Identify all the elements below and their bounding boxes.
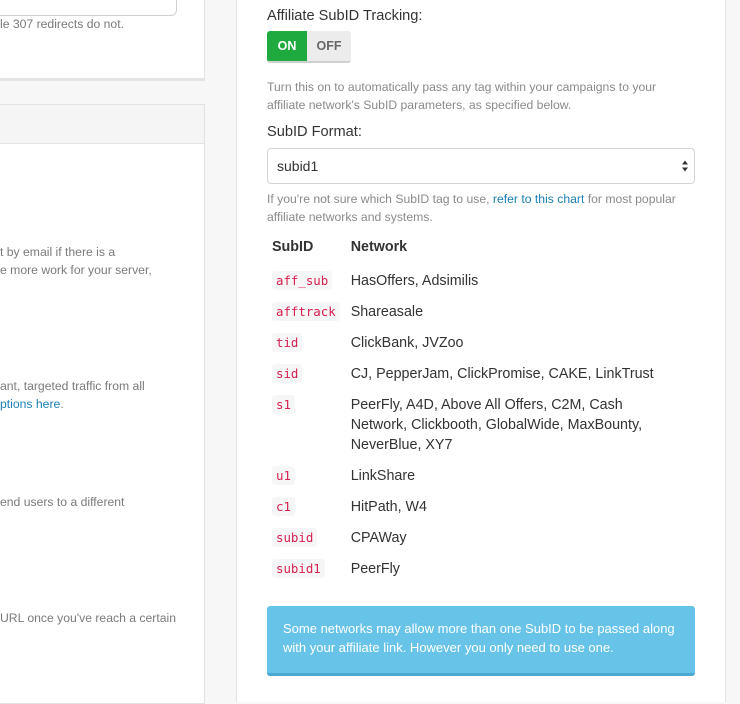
left-settings-panel-top bbox=[0, 0, 205, 81]
email-note-line-1: t by email if there is a bbox=[0, 245, 116, 259]
options-period: . bbox=[60, 397, 64, 411]
subid-tracking-toggle[interactable] bbox=[267, 31, 351, 63]
subid-code: c1 bbox=[272, 497, 295, 516]
toggle-off-button[interactable]: OFF bbox=[307, 31, 351, 61]
table-row bbox=[267, 523, 686, 554]
refer-to-chart-link[interactable]: refer to this chart bbox=[492, 192, 585, 206]
network-cell: CJ, PepperJam, ClickPromise, CAKE, LinkTrust bbox=[350, 366, 654, 382]
subid-code: subid bbox=[272, 528, 317, 547]
table-row bbox=[267, 492, 686, 523]
subid-code: tid bbox=[272, 333, 302, 352]
network-cell: ClickBank, JVZoo bbox=[350, 335, 464, 351]
subid-code: s1 bbox=[272, 395, 295, 414]
send-users-note: end users to a different bbox=[0, 495, 125, 509]
left-panel-header bbox=[0, 105, 204, 144]
subid-tracking-help: Turn this on to automatically pass any tag within your campaigns to your affiliate network's SubID parameters, as specified below. bbox=[267, 80, 657, 112]
network-cell: LinkShare bbox=[350, 468, 416, 484]
url-note: URL once you've reach a certain bbox=[0, 611, 176, 625]
network-cell: HasOffers, Adsimilis bbox=[350, 273, 479, 289]
network-cell: HitPath, W4 bbox=[350, 499, 427, 515]
subid-code: u1 bbox=[272, 466, 295, 485]
left-settings-panel bbox=[0, 104, 205, 704]
network-cell: PeerFly, A4D, Above All Offers, C2M, Cash Network, Clickbooth, GlobalWide, MaxBounty, NeverBlue, XY7 bbox=[350, 397, 643, 453]
table-row bbox=[267, 461, 686, 492]
format-help-text-start: If you're not sure which SubID tag to use, bbox=[267, 192, 493, 206]
select-caret-icon bbox=[681, 158, 689, 174]
table-row bbox=[267, 390, 686, 461]
email-note-line-2: e more work for your server, bbox=[0, 263, 152, 277]
multiple-subid-info-alert: Some networks may allow more than one SubID to be passed along with your affiliate link. However you only need to use one. bbox=[267, 606, 695, 676]
subid-format-label: SubID Format: bbox=[267, 124, 362, 140]
redirect-type-select[interactable] bbox=[0, 0, 177, 16]
traffic-note: ant, targeted traffic from all bbox=[0, 379, 145, 393]
subid-format-value: subid1 bbox=[277, 158, 319, 174]
network-column-header: Network bbox=[350, 239, 408, 255]
table-row bbox=[267, 554, 686, 585]
table-row bbox=[267, 359, 686, 390]
table-row bbox=[267, 266, 686, 297]
table-row bbox=[267, 328, 686, 359]
subid-format-help bbox=[267, 190, 697, 226]
network-cell: PeerFly bbox=[350, 561, 400, 577]
redirect-note: le 307 redirects do not. bbox=[0, 17, 124, 31]
network-cell: Shareasale bbox=[350, 304, 424, 320]
options-note bbox=[0, 395, 64, 413]
table-row bbox=[267, 297, 686, 328]
subid-format-select[interactable] bbox=[267, 148, 695, 184]
network-cell: CPAWay bbox=[350, 530, 407, 546]
options-link[interactable]: ptions here bbox=[0, 397, 61, 411]
affiliate-settings-panel bbox=[236, 0, 726, 702]
affiliate-subid-tracking-label: Affiliate SubID Tracking: bbox=[267, 8, 423, 24]
subid-code: afftrack bbox=[272, 302, 340, 321]
format-help-text-end: for most popular affiliate networks and systems. bbox=[267, 192, 676, 224]
subid-network-table bbox=[267, 236, 686, 585]
subid-code: aff_sub bbox=[272, 271, 332, 290]
subid-code: subid1 bbox=[272, 559, 325, 578]
subid-column-header: SubID bbox=[272, 239, 314, 255]
toggle-on-button[interactable]: ON bbox=[267, 31, 307, 63]
table-header-row bbox=[267, 236, 686, 266]
subid-code: sid bbox=[272, 364, 302, 383]
